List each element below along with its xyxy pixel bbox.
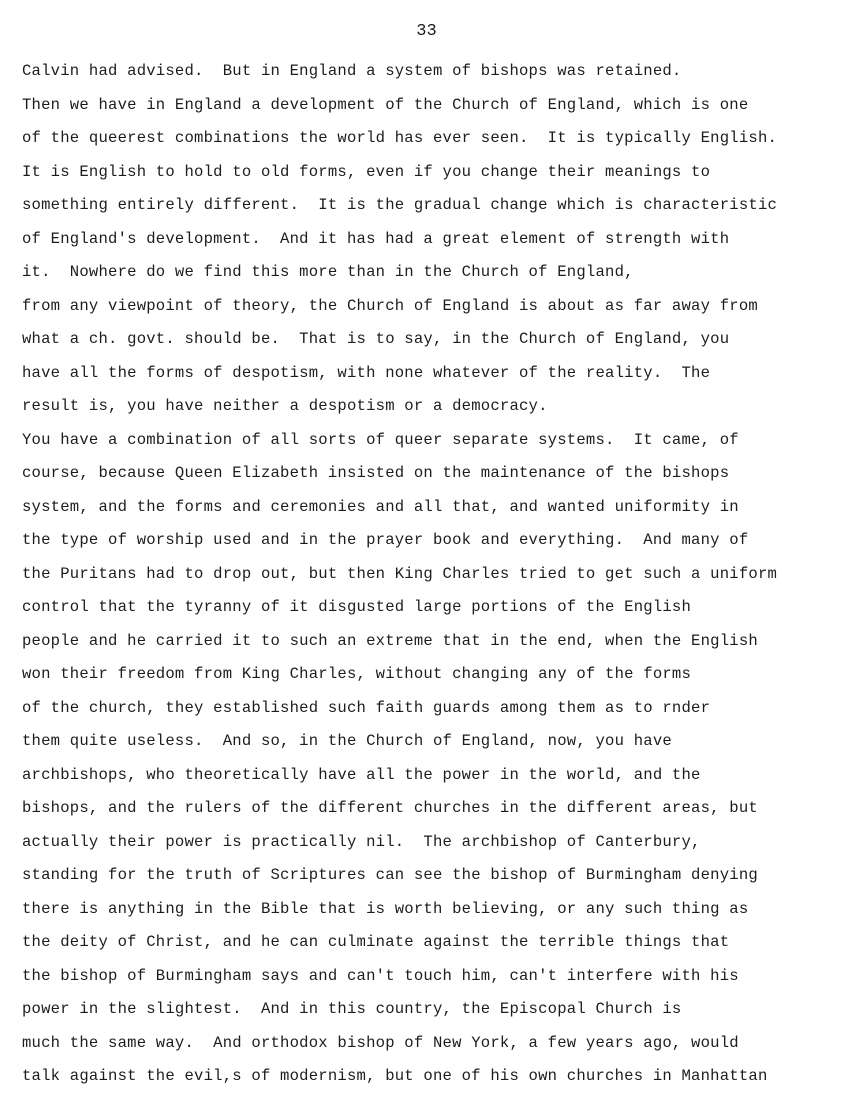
text-line: standing for the truth of Scriptures can see the bishop of Burmingham denying [22, 866, 758, 884]
text-line: there is anything in the Bible that is worth believing, or any such thing as [22, 899, 749, 918]
text-line: something entirely different. It is the gradual change which is characteristic [22, 196, 778, 214]
text-line: course, because Queen Elizabeth insisted on the maintenance of the bishops [22, 464, 730, 482]
text-line: it. Nowhere do we find this more than in the Church of England, [22, 263, 634, 281]
text-line: system, and the forms and ceremonies and all that, and wanted uniformity in [22, 497, 739, 516]
text-line: them quite useless. And so, in the Church of England, now, you have [22, 732, 672, 750]
text-line: won their freedom from King Charles, without changing any of the forms [22, 665, 692, 683]
text-line: the deity of Christ, and he can culminate against the terrible things that [22, 933, 730, 951]
text-line: of England's development. And it has had a great element of strength with [22, 229, 730, 248]
text-line: result is, you have neither a despotism or a democracy. [22, 397, 548, 415]
text-line: You have a combination of all sorts of queer separate systems. It came, of [22, 430, 739, 449]
text-line: the type of worship used and in the prayer book and everything. And many of [22, 531, 749, 549]
text-line: talk against the evil,s of modernism, but one of his own churches in Manhattan [22, 1067, 768, 1085]
body-text [22, 55, 832, 1094]
text-line: people and he carried it to such an extreme that in the end, when the English [22, 631, 758, 650]
text-line: have all the forms of despotism, with none whatever of the reality. The [22, 363, 711, 382]
text-line: the Puritans had to drop out, but then King Charles tried to get such a uniform [22, 564, 778, 583]
text-line: It is English to hold to old forms, even if you change their meanings to [22, 162, 711, 181]
text-line: bishops, and the rulers of the different churches in the different areas, but [22, 799, 758, 817]
text-line: archbishops, who theoretically have all the power in the world, and the [22, 765, 701, 784]
text-line: much the same way. And orthodox bishop of New York, a few years ago, would [22, 1033, 739, 1052]
text-line: Then we have in England a development of the Church of England, which is one [22, 95, 749, 114]
text-line: of the church, they established such faith guards among them as to rnder [22, 698, 711, 717]
text-line: what a ch. govt. should be. That is to say, in the Church of England, you [22, 330, 730, 348]
text-line: power in the slightest. And in this country, the Episcopal Church is [22, 1000, 682, 1018]
text-line: control that the tyranny of it disgusted large portions of the English [22, 598, 692, 616]
text-line: actually their power is practically nil. The archbishop of Canterbury, [22, 832, 701, 851]
text-line: Calvin had advised. But in England a system of bishops was retained. [22, 62, 682, 80]
page-number: 33 [416, 22, 437, 41]
text-line: from any viewpoint of theory, the Church of England is about as far away from [22, 296, 758, 315]
text-line: of the queerest combinations the world has ever seen. It is typically English. [22, 129, 778, 147]
text-line: the bishop of Burmingham says and can't touch him, can't interfere with his [22, 966, 739, 985]
